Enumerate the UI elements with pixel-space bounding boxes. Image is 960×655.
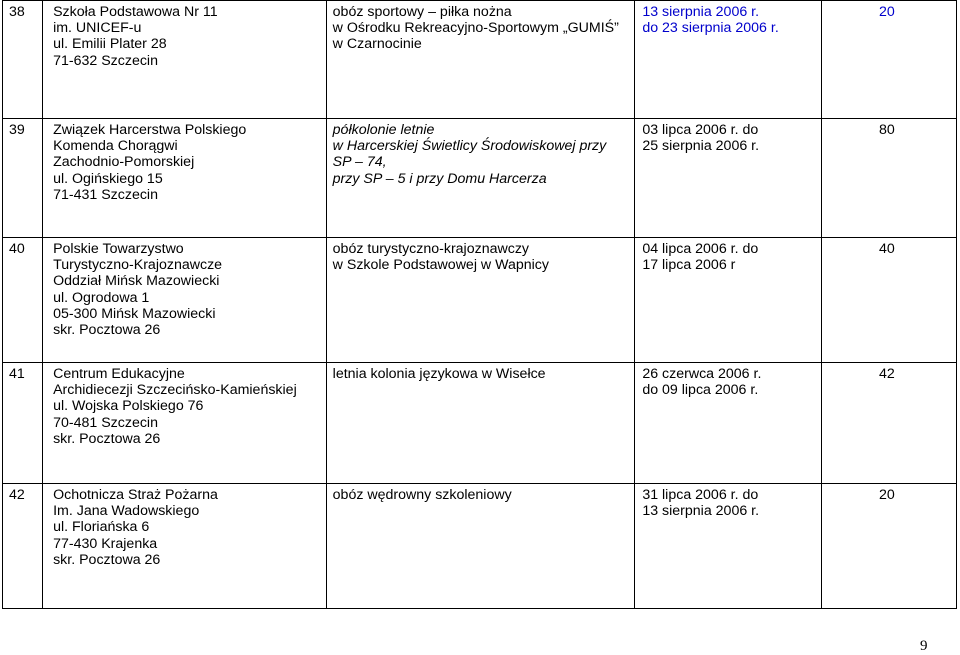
organizer-cell: Polskie Towarzystwo Turystyczno-Krajoznawcze Oddział Mińsk Mazowiecki ul. Ogrodowa 1 05-300 Mińsk Mazowiecki skr. Pocztowa 26 [43, 238, 327, 363]
organizer-cell: Ochotnicza Straż Pożarna Im. Jana Wadowskiego ul. Floriańska 6 77-430 Krajenka skr. Pocztowa 26 [43, 484, 327, 609]
organizer-cell: Centrum Edukacyjne Archidiecezji Szczecińsko-Kamieńskiej ul. Wojska Polskiego 76 70-481 Szczecin skr. Pocztowa 26 [43, 363, 327, 484]
participants-count: 40 [821, 238, 956, 363]
event-cell: obóz wędrowny szkoleniowy [326, 484, 635, 609]
event-cell: obóz sportowy – piłka nożna w Ośrodku Rekreacyjno-Sportowym „GUMIŚ” w Czarnocinie [326, 1, 635, 119]
row-number: 41 [3, 363, 43, 484]
row-number: 38 [3, 1, 43, 119]
event-cell: obóz turystyczno-krajoznawczy w Szkole Podstawowej w Wapnicy [326, 238, 635, 363]
participants-count: 20 [821, 484, 956, 609]
row-number: 39 [3, 119, 43, 238]
row-number: 40 [3, 238, 43, 363]
dates-cell: 26 czerwca 2006 r. do 09 lipca 2006 r. [635, 363, 821, 484]
dates-cell: 03 lipca 2006 r. do 25 sierpnia 2006 r. [635, 119, 821, 238]
event-cell: letnia kolonia językowa w Wisełce [326, 363, 635, 484]
table-row [3, 1, 957, 119]
page-number: 9 [920, 638, 928, 654]
table-row [3, 238, 957, 363]
table-row [3, 363, 957, 484]
row-number: 42 [3, 484, 43, 609]
participants-count: 80 [821, 119, 956, 238]
organizer-cell: Związek Harcerstwa Polskiego Komenda Chorągwi Zachodnio-Pomorskiej ul. Ogińskiego 15 71-431 Szczecin [43, 119, 327, 238]
organizer-cell: Szkoła Podstawowa Nr 11 im. UNICEF-u ul. Emilii Plater 28 71-632 Szczecin [43, 1, 327, 119]
participants-count: 20 [821, 1, 956, 119]
participants-count: 42 [821, 363, 956, 484]
event-cell: półkolonie letnie w Harcerskiej Świetlicy Środowiskowej przy SP – 74, przy SP – 5 i przy Domu Harcerza [326, 119, 635, 238]
table-row [3, 119, 957, 238]
dates-cell: 31 lipca 2006 r. do 13 sierpnia 2006 r. [635, 484, 821, 609]
table-row [3, 484, 957, 609]
dates-cell: 13 sierpnia 2006 r. do 23 sierpnia 2006 r. [635, 1, 821, 119]
events-table [2, 0, 957, 609]
dates-cell: 04 lipca 2006 r. do 17 lipca 2006 r [635, 238, 821, 363]
